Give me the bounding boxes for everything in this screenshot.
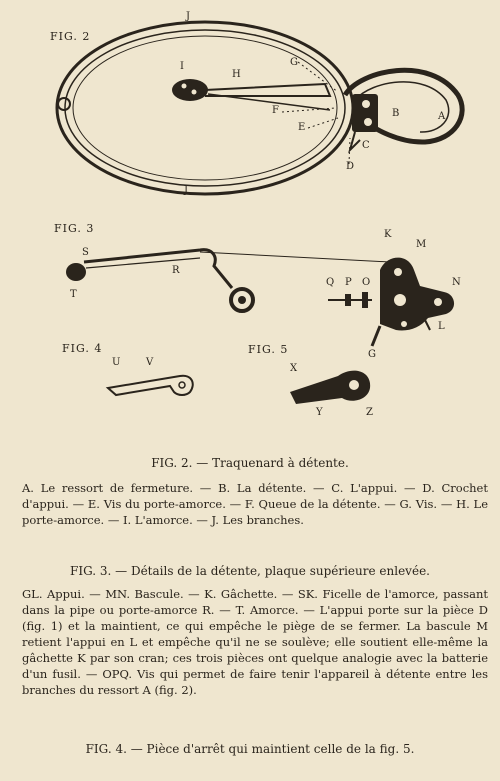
caption-fig3: FIG. 3. — Détails de la détente, plaque supérieure enlevée. [70, 564, 430, 578]
fig5-letter-z: Z [366, 407, 373, 418]
fig2-drawing [57, 22, 462, 194]
fig3-drawing [66, 247, 454, 346]
fig4-letter-v: V [146, 357, 154, 368]
fig3-letter-s: S [82, 247, 89, 258]
fig5-drawing [290, 371, 370, 404]
fig2-letter-g: G [290, 57, 298, 68]
fig4-drawing [108, 376, 193, 395]
fig4-label: FIG. 4 [62, 342, 103, 355]
fig3-letter-g: G [368, 349, 376, 360]
fig5-letter-y: Y [316, 407, 323, 418]
fig4-letter-u: U [112, 357, 121, 368]
fig3-letter-k: K [384, 229, 392, 240]
fig3-letter-m: M [416, 239, 427, 250]
fig3-letter-t: T [70, 289, 77, 300]
fig3-letter-o: O [362, 277, 371, 288]
fig2-letter-i: I [180, 61, 184, 72]
fig3-letter-q: Q [326, 277, 335, 288]
fig2-letter-b: B [392, 108, 400, 119]
fig2-letter-e: E [298, 122, 306, 133]
fig2-letter-d: D [346, 161, 355, 172]
fig3-letter-l: L [438, 321, 445, 332]
legend-fig3: GL. Appui. — MN. Bascule. — K. Gâchette. — SK. Ficelle de l'amorce, passant dans la pipe ou porte-amorce R. — T. Amorce. — L'appui porte sur la pièce D (fig. 1) et la maintient, ce qui empêche le piège de se fermer. La bascule M retient l'appui en L et empêche qu'il ne se soulève; elle soutient elle-même la gâchette K par son cran; ces trois pièces ont quelque analogie avec la batterie d'un fusil. — OPQ. Vis qui permet de faire tenir l'appareil à détente entre les branches du ressort A (fig. 2). [22, 587, 488, 697]
fig2-letter-f: F [272, 105, 279, 116]
fig2-label: FIG. 2 [50, 30, 91, 43]
legend-fig2: A. Le ressort de fermeture. — B. La détente. — C. L'appui. — D. Crochet d'appui. — E. Vis du porte-amorce. — F. Queue de la détente. — G. Vis. — H. Le porte-amorce. — I. L'amorce. — J. Les branches. [22, 481, 488, 527]
fig5-letter-x: X [290, 363, 298, 374]
fig2-letter-j-top: J [186, 11, 191, 22]
fig3-letter-p: P [345, 277, 352, 288]
fig2-letter-c: C [362, 140, 370, 151]
fig2-letter-h: H [232, 69, 241, 80]
fig2-letter-a: A [438, 111, 446, 122]
fig3-letter-n: N [452, 277, 461, 288]
caption-fig2: FIG. 2. — Traquenard à détente. [151, 456, 349, 470]
fig3-label: FIG. 3 [54, 222, 95, 235]
caption-fig4: FIG. 4. — Pièce d'arrêt qui maintient celle de la fig. 5. [85, 742, 415, 756]
fig5-label: FIG. 5 [248, 343, 289, 356]
fig2-letter-j-bottom: J [184, 185, 189, 196]
fig3-letter-r: R [172, 265, 180, 276]
